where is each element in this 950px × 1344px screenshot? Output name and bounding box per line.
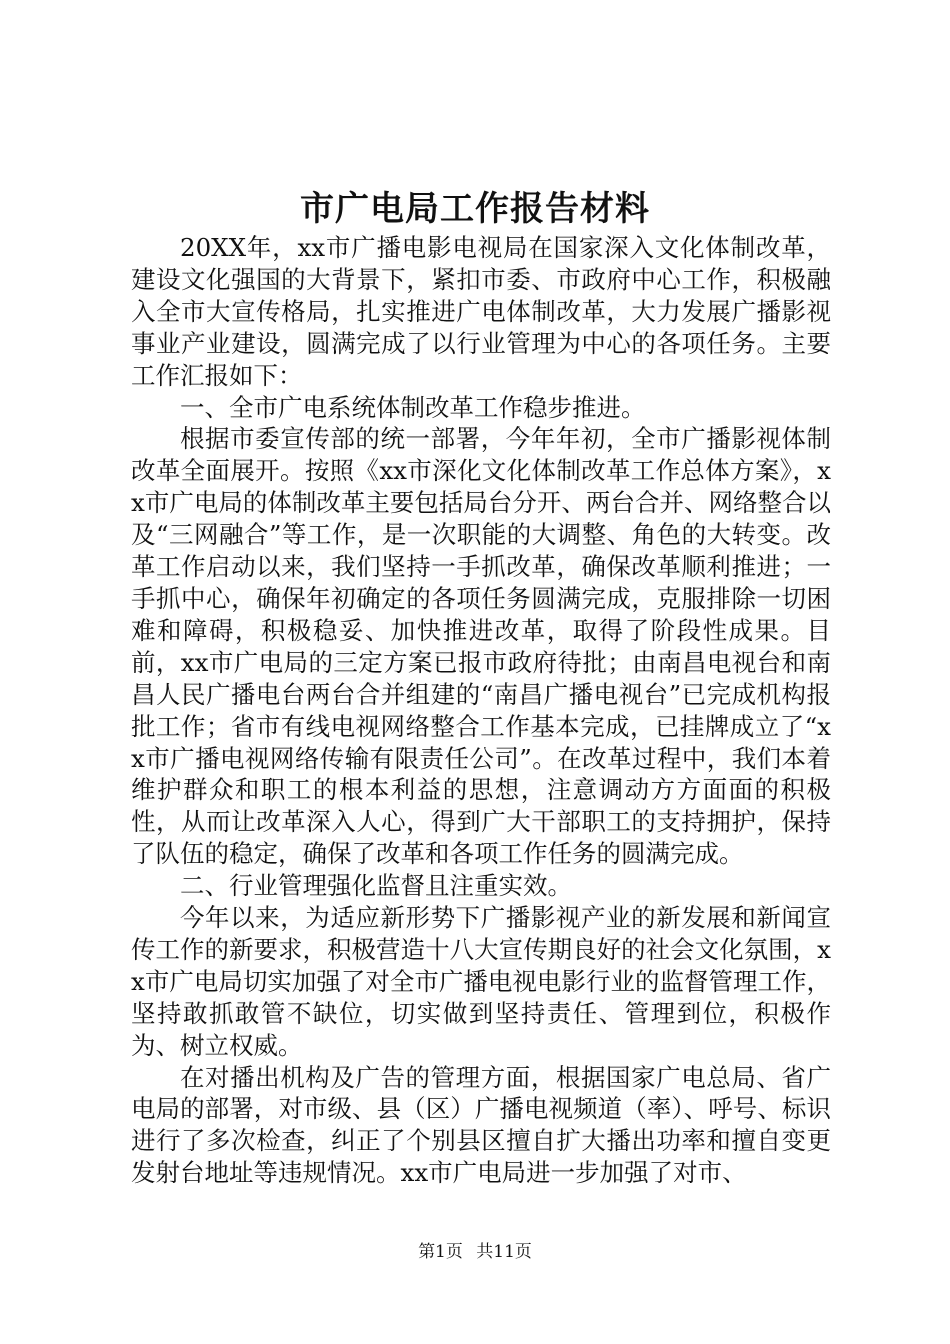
page-total: 共11页	[476, 1242, 532, 1262]
section-heading-1: 一、全市广电系统体制改革工作稳步推进。	[180, 392, 646, 422]
page-footer	[0, 1240, 950, 1264]
document-body	[131, 232, 831, 1189]
paragraph-reform: 根据市委宣传部的统一部署，今年年初，全市广播影视体制改革全面展开。按照《xx市深化文化体制改革工作总体方案》，xx市广电局的体制改革主要包括局台分开、两台合并、网络整合以及“三网融合”等工作，是一次职能的大调整、角色的大转变。改革工作启动以来，我们坚持一手抓改革，确保改革顺利推进；一手抓中心，确保年初确定的各项任务圆满完成，克服排除一切困难和障碍，积极稳妥、加快推进改革，取得了阶段性成果。目前，xx市广电局的三定方案已报市政府待批；由南昌电视台和南昌人民广播电台两台合并组建的“南昌广播电视台”已完成机构报批工作；省市有线电视网络整合工作基本完成，已挂牌成立了“xx市广播电视网络传输有限责任公司”。在改革过程中，我们本着维护群众和职工的根本利益的思想，注意调动方方面面的积极性，从而让改革深入人心，得到广大干部职工的支持拥护，保持了队伍的稳定，确保了改革和各项工作任务的圆满完成。	[131, 424, 831, 869]
page-number: 第1页	[418, 1242, 463, 1262]
paragraph-supervision: 今年以来，为适应新形势下广播影视产业的新发展和新闻宣传工作的新要求，积极营造十八大宣传期良好的社会文化氛围，xx市广电局切实加强了对全市广播电视电影行业的监督管理工作，坚持敢抓敢管不缺位，切实做到坚持责任、管理到位，积极作为、树立权威。	[131, 903, 831, 1060]
paragraph-broadcast-management: 在对播出机构及广告的管理方面，根据国家广电总局、省广电局的部署，对市级、县（区）广播电视频道（率）、呼号、标识进行了多次检查，纠正了个别县区擅自扩大播出功率和擅自变更发射台地址等违规情况。xx市广电局进一步加强了对市、	[131, 1062, 831, 1188]
document-title: 市广电局工作报告材料	[300, 189, 650, 229]
paragraph-intro: 20XX年，xx市广播电影电视局在国家深入文化体制改革，建设文化强国的大背景下，紧扣市委、市政府中心工作，积极融入全市大宣传格局，扎实推进广电体制改革，大力发展广播影视事业产业建设，圆满完成了以行业管理为中心的各项任务。主要工作汇报如下：	[131, 233, 831, 390]
section-heading-2: 二、行业管理强化监督且注重实效。	[180, 871, 572, 901]
